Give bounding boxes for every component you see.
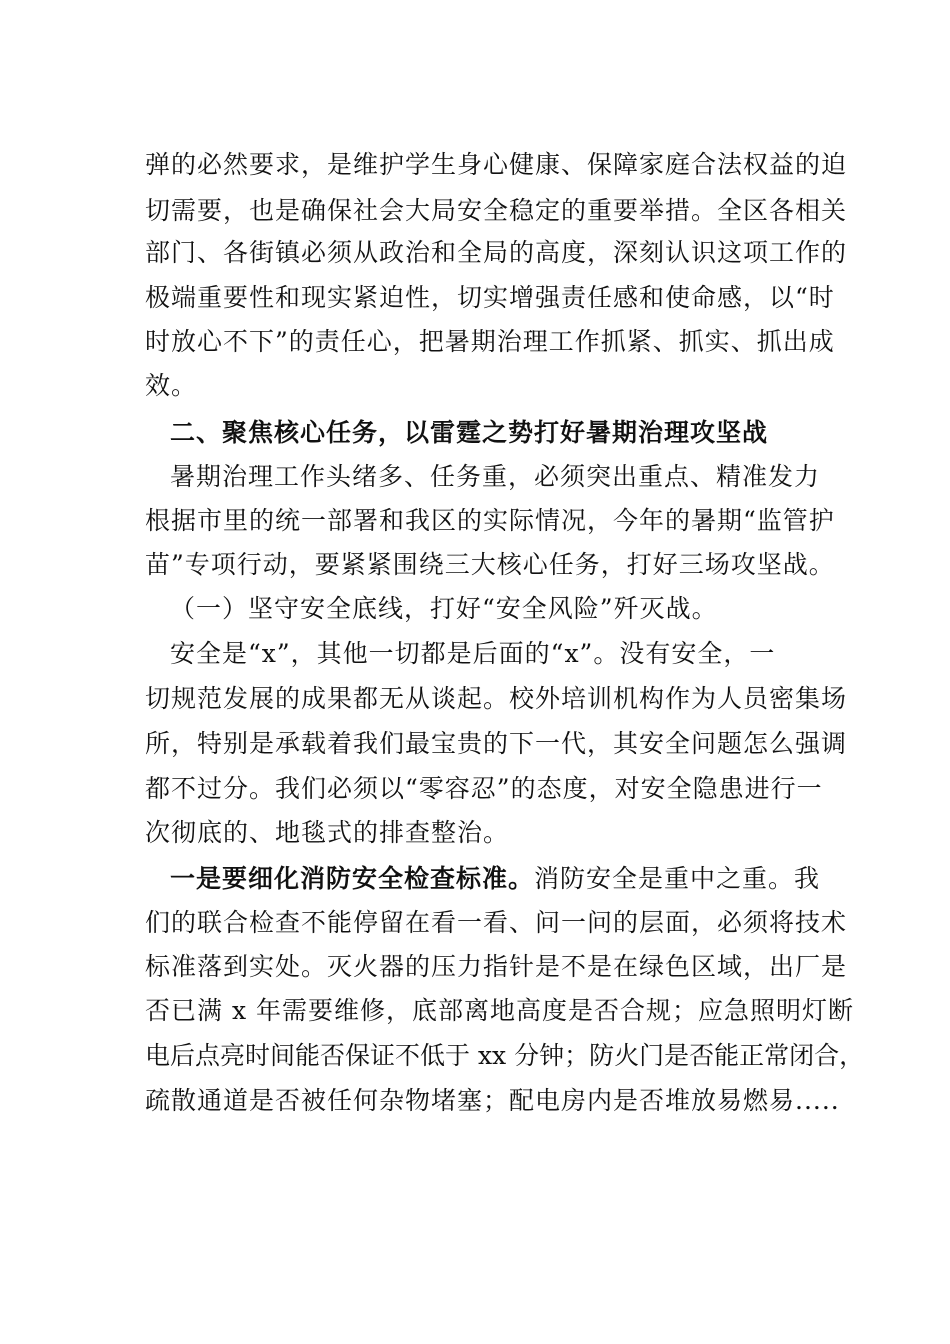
text-line-9: 根据市里的统一部署和我区的实际情况，今年的暑期“监管护: [145, 506, 835, 535]
text-line-5: 时放心不下”的责任心，把暑期治理工作抓紧、抓实、抓出成: [145, 327, 835, 356]
text-line-2: 切需要，也是确保社会大局安全稳定的重要举措。全区各相关: [145, 196, 848, 225]
text-line-14: 所，特别是承载着我们最宝贵的下一代，其安全问题怎么强调: [145, 729, 848, 758]
text-line-21: 电后点亮时间能否保证不低于 xx 分钟；防火门是否能正常闭合，: [145, 1041, 865, 1070]
text-line-16: 次彻底的、地毯式的排查整治。: [145, 818, 510, 847]
text-line-6: 效。: [145, 371, 198, 400]
point-one-text: 消防安全是重中之重。我: [534, 864, 821, 893]
text-line-22: 疏散通道是否被任何杂物堵塞；配电房内是否堆放易燃易.....: [145, 1086, 840, 1115]
text-line-8: 暑期治理工作头绪多、任务重，必须突出重点、精准发力: [170, 462, 821, 491]
text-line-18: 们的联合检查不能停留在看一看、问一问的层面，必须将技术: [145, 908, 848, 937]
section-heading-2: 二、聚焦核心任务，以雷霆之势打好暑期治理攻坚战: [170, 418, 769, 447]
text-line-3: 部门、各街镇必须从政治和全局的高度，深刻认识这项工作的: [145, 238, 848, 267]
text-line-4: 极端重要性和现实紧迫性，切实增强责任感和使命感，以“时: [145, 283, 835, 312]
text-line-20: 否已满 x 年需要维修，底部离地高度是否合规；应急照明灯断: [145, 996, 854, 1025]
text-line-19: 标准落到实处。灭火器的压力指针是不是在绿色区域，出厂是: [145, 952, 848, 981]
text-line-12: 安全是“x”，其他一切都是后面的“x”。没有安全，一: [170, 639, 776, 668]
text-line-13: 切规范发展的成果都无从谈起。校外培训机构作为人员密集场: [145, 684, 848, 713]
subsection-heading-1: （一）坚守安全底线，打好“安全风险”歼灭战。: [170, 594, 718, 623]
text-line-17: [170, 864, 860, 894]
text-line-15: 都不过分。我们必须以“零容忍”的态度，对安全隐患进行一: [145, 774, 823, 803]
text-line-10: 苗”专项行动，要紧紧围绕三大核心任务，打好三场攻坚战。: [145, 550, 835, 579]
point-one-heading: 一是要细化消防安全检查标准。: [170, 864, 535, 893]
text-line-1: 弹的必然要求，是维护学生身心健康、保障家庭合法权益的迫: [145, 150, 848, 179]
